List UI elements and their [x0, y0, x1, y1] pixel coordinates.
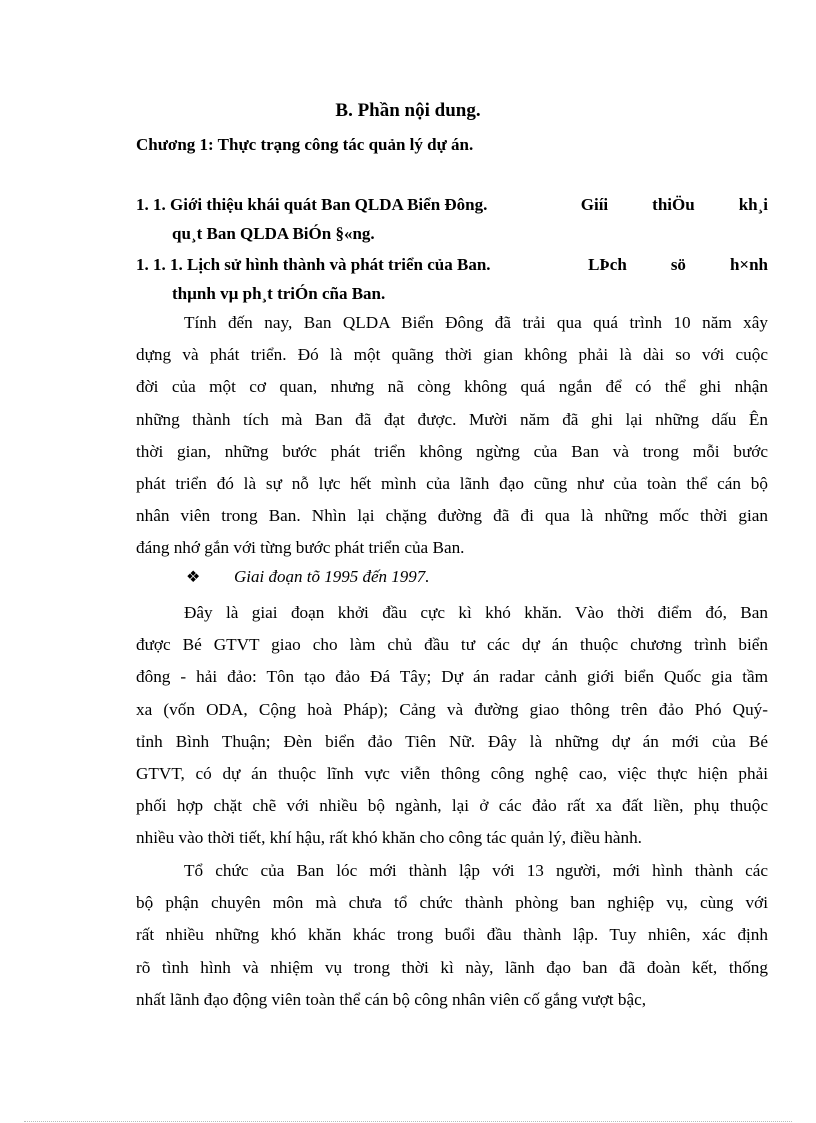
- section-heading-continuation: thµnh vµ ph¸t triÓn cña Ban.: [172, 284, 386, 303]
- garbled-word: LÞch: [588, 255, 627, 274]
- text-line: thời gian, những bước phát triển không ngừng của Ban và trong mỗi bước: [136, 441, 768, 461]
- text-line: nhân viên trong Ban. Nhìn lại chặng đường đã đi qua là những mốc thời gian: [136, 506, 768, 526]
- text-line: đáng nhớ gắn với từng bước phát triển của Ban.: [136, 538, 465, 558]
- garbled-word: Giíi: [580, 195, 609, 214]
- text-line: phối hợp chặt chẽ với nhiều bộ ngành, lại ở các đảo rất xa đất liền, phụ thuộc: [136, 796, 768, 816]
- section-heading-1-1: [136, 190, 768, 248]
- paragraph-history: [136, 307, 768, 565]
- text-line: nhiều vào thời tiết, khí hậu, rất khó khăn cho công tác quản lý, điều hành.: [136, 828, 642, 848]
- text-line: bộ phận chuyên môn mà chưa tổ chức thành phòng ban nghiệp vụ, cùng với: [136, 893, 768, 913]
- text-line: tỉnh Bình Thuận; Đèn biển đảo Tiên Nữ. Đây là những dự án mới của Bé: [136, 731, 768, 751]
- section-heading-text: 1. 1. Giới thiệu khái quát Ban QLDA Biển Đông.: [136, 195, 488, 214]
- text-line: được Bé GTVT giao cho làm chủ đầu tư các dự án thuộc chương trình biển: [136, 635, 768, 655]
- text-line: GTVT, có dự án thuộc lĩnh vực viễn thông công nghệ cao, việc thực hiện phải: [136, 763, 768, 783]
- page-title: B. Phần nội dung.: [335, 100, 481, 121]
- page-bottom-divider: [24, 1121, 792, 1122]
- garbled-word: thiÖu: [652, 195, 695, 214]
- section-heading-1-1-1: [136, 250, 768, 308]
- garbled-word: kh¸i: [738, 195, 768, 214]
- text-line: rõ tình hình và nhiệm vụ trong thời kì này, lãnh đạo ban đã đoàn kết, thống: [136, 957, 768, 977]
- text-line: Tính đến nay, Ban QLDA Biển Đông đã trải qua quá trình 10 năm xây: [184, 313, 768, 332]
- paragraph-phase-1: [136, 597, 768, 855]
- section-heading-text: 1. 1. 1. Lịch sử hình thành và phát triển của Ban.: [136, 255, 491, 274]
- text-line: đời của một cơ quan, nhưng nã còng không quá ngắn để có thể ghi nhận: [136, 377, 768, 397]
- text-line: Tổ chức của Ban lóc mới thành lập với 13 người, mới hình thành các: [184, 861, 768, 880]
- text-line: rất nhiều những khó khăn khác trong buổi đầu thành lập. Tuy nhiên, xác định: [136, 925, 768, 945]
- text-line: xa (vốn ODA, Cộng hoà Pháp); Cảng và đường giao thông trên đảo Phó Quý-: [136, 699, 768, 719]
- text-line: những thành tích mà Ban đã đạt được. Mười năm đã ghi lại những dấu Ên: [136, 409, 768, 429]
- text-line: dựng và phát triển. Đó là một quãng thời gian không phải là dài so với cuộc: [136, 345, 768, 365]
- text-line: Đây là giai đoạn khởi đầu cực kì khó khăn. Vào thời điểm đó, Ban: [184, 603, 768, 622]
- diamond-bullet-icon: ❖: [186, 569, 201, 586]
- bullet-text: Giai đoạn tõ 1995 đến 1997.: [234, 567, 430, 586]
- bullet-item: [186, 567, 430, 587]
- text-line: đông - hải đảo: Tôn tạo đảo Đá Tây; Dự án radar cảnh giới biển Quốc gia tầm: [136, 667, 768, 687]
- garbled-word: sö: [670, 255, 686, 274]
- text-line: nhất lãnh đạo động viên toàn thể cán bộ công nhân viên cố gắng vượt bậc,: [136, 989, 647, 1009]
- chapter-heading: Chương 1: Thực trạng công tác quản lý dự án.: [136, 135, 474, 154]
- paragraph-organization: [136, 855, 768, 1016]
- text-line: phát triển đó là sự nỗ lực hết mình của lãnh đạo cũng như của toàn thể cán bộ: [136, 473, 768, 493]
- section-heading-continuation: qu¸t Ban QLDA BiÓn §«ng.: [172, 224, 375, 243]
- garbled-word: h×nh: [729, 255, 768, 274]
